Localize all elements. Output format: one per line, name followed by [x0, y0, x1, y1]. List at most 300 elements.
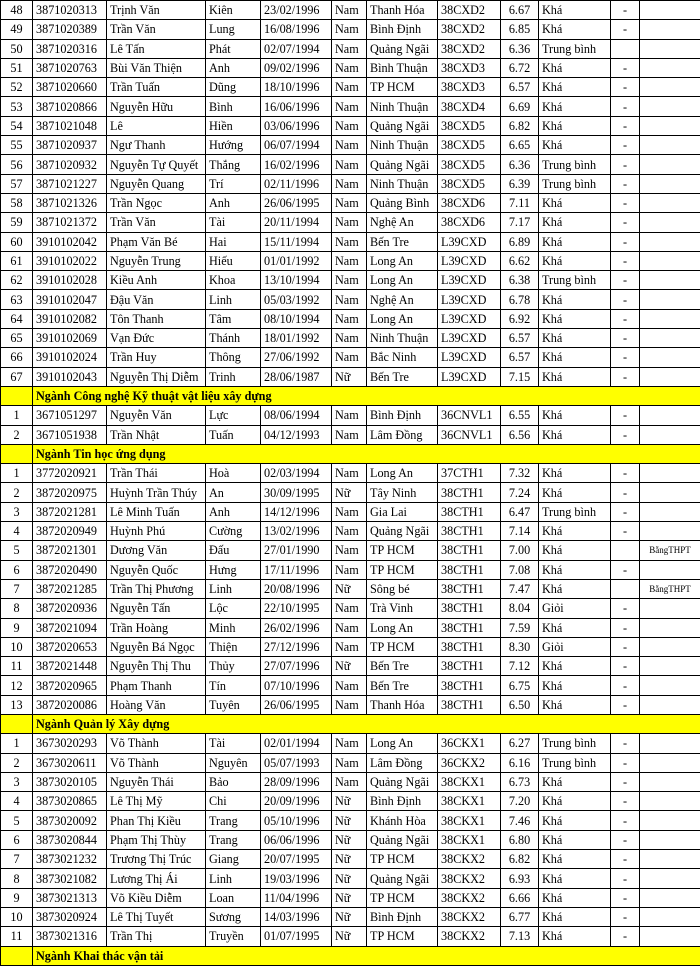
- student-id-cell: 3910102022: [33, 251, 107, 270]
- birthplace-cell: Bến Tre: [367, 657, 438, 676]
- gpa-cell: 7.13: [501, 927, 539, 946]
- gpa-cell: 6.67: [501, 1, 539, 20]
- birthplace-cell: Nghệ An: [367, 290, 438, 309]
- dash-mark-cell: -: [611, 695, 640, 714]
- class-code-cell: 38CTH1: [438, 657, 501, 676]
- surname-cell: Nguyễn Thị Diễm: [107, 367, 206, 386]
- classification-cell: Khá: [539, 136, 611, 155]
- table-row: [1, 927, 700, 946]
- classification-cell: Trung bình: [539, 155, 611, 174]
- dash-mark-cell: -: [611, 869, 640, 888]
- table-row: [1, 329, 700, 348]
- class-code-cell: 38CXD5: [438, 136, 501, 155]
- birthplace-cell: Quảng Ngãi: [367, 116, 438, 135]
- class-code-cell: 38CXD4: [438, 97, 501, 116]
- given-name-cell: Lộc: [206, 599, 261, 618]
- student-id-cell: 3910102047: [33, 290, 107, 309]
- birthplace-cell: Sông bé: [367, 579, 438, 598]
- birth-date-cell: 07/10/1996: [261, 676, 332, 695]
- dash-mark-cell: -: [611, 522, 640, 541]
- note-cell: [640, 367, 700, 386]
- given-name-cell: Anh: [206, 58, 261, 77]
- student-id-cell: 3910102082: [33, 309, 107, 328]
- table-row: [1, 483, 700, 502]
- classification-cell: Khá: [539, 116, 611, 135]
- class-code-cell: 38CTH1: [438, 522, 501, 541]
- table-row: [1, 213, 700, 232]
- birth-date-cell: 19/03/1996: [261, 869, 332, 888]
- section-header-row: [1, 946, 700, 965]
- surname-cell: Lê: [107, 116, 206, 135]
- classification-cell: Khá: [539, 232, 611, 251]
- birthplace-cell: Gia Lai: [367, 502, 438, 521]
- birthplace-cell: Khánh Hòa: [367, 811, 438, 830]
- gender-cell: Nam: [332, 39, 367, 58]
- stt-cell: 9: [1, 618, 33, 637]
- stt-cell: 48: [1, 1, 33, 20]
- classification-cell: Khá: [539, 329, 611, 348]
- classification-cell: Giỏi: [539, 599, 611, 618]
- given-name-cell: Linh: [206, 290, 261, 309]
- birthplace-cell: Ninh Thuận: [367, 174, 438, 193]
- given-name-cell: An: [206, 483, 261, 502]
- section-title: Ngành Tin học ứng dụng: [33, 444, 700, 463]
- dash-mark-cell: -: [611, 78, 640, 97]
- given-name-cell: Loan: [206, 888, 261, 907]
- birth-date-cell: 23/02/1996: [261, 1, 332, 20]
- dash-mark-cell: -: [611, 329, 640, 348]
- surname-cell: Lê Thị Tuyết: [107, 907, 206, 926]
- birth-date-cell: 02/03/1994: [261, 464, 332, 483]
- stt-cell: 12: [1, 676, 33, 695]
- gpa-cell: 6.55: [501, 406, 539, 425]
- classification-cell: Khá: [539, 20, 611, 39]
- section-title: Ngành Quản lý Xây dựng: [33, 714, 700, 733]
- note-cell: [640, 39, 700, 58]
- class-code-cell: 38CKX2: [438, 869, 501, 888]
- given-name-cell: Hoà: [206, 464, 261, 483]
- note-cell: [640, 329, 700, 348]
- note-cell: [640, 155, 700, 174]
- birthplace-cell: Long An: [367, 271, 438, 290]
- dash-mark-cell: [611, 541, 640, 560]
- student-id-cell: 3872020086: [33, 695, 107, 714]
- classification-cell: Khá: [539, 193, 611, 212]
- note-cell: [640, 792, 700, 811]
- table-row: [1, 888, 700, 907]
- classification-cell: Giỏi: [539, 637, 611, 656]
- classification-cell: Khá: [539, 560, 611, 579]
- note-cell: [640, 907, 700, 926]
- dash-mark-cell: -: [611, 830, 640, 849]
- table-row: [1, 251, 700, 270]
- surname-cell: Trần Huy: [107, 348, 206, 367]
- dash-mark-cell: -: [611, 213, 640, 232]
- stt-cell: 5: [1, 811, 33, 830]
- given-name-cell: Trí: [206, 174, 261, 193]
- dash-mark-cell: -: [611, 927, 640, 946]
- gender-cell: Nam: [332, 271, 367, 290]
- given-name-cell: Tài: [206, 213, 261, 232]
- note-cell: [640, 637, 700, 656]
- classification-cell: Khá: [539, 888, 611, 907]
- given-name-cell: Trang: [206, 811, 261, 830]
- stt-cell: 11: [1, 657, 33, 676]
- gpa-cell: 7.20: [501, 792, 539, 811]
- note-cell: [640, 58, 700, 77]
- gpa-cell: 7.32: [501, 464, 539, 483]
- class-code-cell: 38CXD6: [438, 213, 501, 232]
- gpa-cell: 6.69: [501, 97, 539, 116]
- table-row: [1, 695, 700, 714]
- surname-cell: Trần Thị Phương: [107, 579, 206, 598]
- surname-cell: Phạm Văn Bé: [107, 232, 206, 251]
- classification-cell: Khá: [539, 58, 611, 77]
- birthplace-cell: Bình Định: [367, 20, 438, 39]
- birthplace-cell: Tây Ninh: [367, 483, 438, 502]
- table-row: [1, 792, 700, 811]
- gender-cell: Nữ: [332, 792, 367, 811]
- given-name-cell: Nguyên: [206, 753, 261, 772]
- birth-date-cell: 26/02/1996: [261, 618, 332, 637]
- note-cell: [640, 560, 700, 579]
- note-cell: [640, 676, 700, 695]
- gender-cell: Nữ: [332, 367, 367, 386]
- student-id-cell: 3873021082: [33, 869, 107, 888]
- note-cell: [640, 97, 700, 116]
- table-row: [1, 869, 700, 888]
- given-name-cell: Giang: [206, 850, 261, 869]
- table-row: [1, 676, 700, 695]
- class-code-cell: 38CTH1: [438, 676, 501, 695]
- birthplace-cell: Quảng Ngãi: [367, 869, 438, 888]
- gpa-cell: 6.27: [501, 734, 539, 753]
- classification-cell: Khá: [539, 464, 611, 483]
- class-code-cell: L39CXD: [438, 309, 501, 328]
- table-row: [1, 232, 700, 251]
- given-name-cell: Tín: [206, 676, 261, 695]
- gender-cell: Nam: [332, 502, 367, 521]
- table-row: [1, 309, 700, 328]
- stt-cell: 6: [1, 830, 33, 849]
- table-row: [1, 464, 700, 483]
- dash-mark-cell: -: [611, 811, 640, 830]
- surname-cell: Phạm Thị Thùy: [107, 830, 206, 849]
- student-id-cell: 3872021281: [33, 502, 107, 521]
- stt-cell: 54: [1, 116, 33, 135]
- given-name-cell: Tài: [206, 734, 261, 753]
- surname-cell: Lê Thị Mỹ: [107, 792, 206, 811]
- birthplace-cell: Quảng Ngãi: [367, 772, 438, 791]
- dash-mark-cell: -: [611, 657, 640, 676]
- section-blank-cell: [1, 444, 33, 463]
- surname-cell: Nguyễn Văn: [107, 406, 206, 425]
- class-code-cell: 38CXD5: [438, 116, 501, 135]
- student-id-cell: 3871020389: [33, 20, 107, 39]
- stt-cell: 3: [1, 772, 33, 791]
- classification-cell: Khá: [539, 772, 611, 791]
- class-code-cell: 38CKX1: [438, 811, 501, 830]
- surname-cell: Lương Thị Ái: [107, 869, 206, 888]
- surname-cell: Võ Kiều Diễm: [107, 888, 206, 907]
- gpa-cell: 7.08: [501, 560, 539, 579]
- dash-mark-cell: -: [611, 193, 640, 212]
- stt-cell: 53: [1, 97, 33, 116]
- stt-cell: 51: [1, 58, 33, 77]
- given-name-cell: Hướng: [206, 136, 261, 155]
- birthplace-cell: Bình Thuận: [367, 58, 438, 77]
- stt-cell: 60: [1, 232, 33, 251]
- surname-cell: Lê Tấn: [107, 39, 206, 58]
- classification-cell: Khá: [539, 213, 611, 232]
- stt-cell: 66: [1, 348, 33, 367]
- surname-cell: Vạn Đức: [107, 329, 206, 348]
- given-name-cell: Bình: [206, 97, 261, 116]
- birthplace-cell: Nghệ An: [367, 213, 438, 232]
- note-cell: [640, 522, 700, 541]
- given-name-cell: Anh: [206, 502, 261, 521]
- student-id-cell: 3910102042: [33, 232, 107, 251]
- birth-date-cell: 14/03/1996: [261, 907, 332, 926]
- note-cell: [640, 290, 700, 309]
- birth-date-cell: 26/06/1995: [261, 695, 332, 714]
- gpa-cell: 6.36: [501, 155, 539, 174]
- birth-date-cell: 05/10/1996: [261, 811, 332, 830]
- birthplace-cell: TP HCM: [367, 637, 438, 656]
- stt-cell: 50: [1, 39, 33, 58]
- classification-cell: Trung bình: [539, 271, 611, 290]
- birthplace-cell: Long An: [367, 309, 438, 328]
- note-cell: BằngTHPT: [640, 579, 700, 598]
- surname-cell: Trịnh Văn: [107, 1, 206, 20]
- classification-cell: Khá: [539, 579, 611, 598]
- class-code-cell: L39CXD: [438, 329, 501, 348]
- class-code-cell: 38CKX1: [438, 772, 501, 791]
- gender-cell: Nam: [332, 406, 367, 425]
- birthplace-cell: TP HCM: [367, 888, 438, 907]
- student-id-cell: 3871020866: [33, 97, 107, 116]
- gender-cell: Nam: [332, 193, 367, 212]
- gpa-cell: 6.38: [501, 271, 539, 290]
- given-name-cell: Linh: [206, 579, 261, 598]
- note-cell: [640, 251, 700, 270]
- section-title: Ngành Khai thác vận tải: [33, 946, 700, 965]
- gpa-cell: 7.47: [501, 579, 539, 598]
- student-id-cell: 3872020490: [33, 560, 107, 579]
- dash-mark-cell: -: [611, 348, 640, 367]
- table-row: [1, 290, 700, 309]
- class-code-cell: 38CKX2: [438, 850, 501, 869]
- birthplace-cell: TP HCM: [367, 850, 438, 869]
- stt-cell: 65: [1, 329, 33, 348]
- student-id-cell: 3910102024: [33, 348, 107, 367]
- classification-cell: Khá: [539, 869, 611, 888]
- table-row: [1, 193, 700, 212]
- table-row: [1, 502, 700, 521]
- table-row: [1, 734, 700, 753]
- birth-date-cell: 06/06/1996: [261, 830, 332, 849]
- note-cell: [640, 830, 700, 849]
- gpa-cell: 6.66: [501, 888, 539, 907]
- birthplace-cell: Thanh Hóa: [367, 695, 438, 714]
- classification-cell: Khá: [539, 907, 611, 926]
- table-row: [1, 522, 700, 541]
- birth-date-cell: 27/01/1990: [261, 541, 332, 560]
- birthplace-cell: Lâm Đồng: [367, 425, 438, 444]
- stt-cell: 4: [1, 522, 33, 541]
- surname-cell: Huỳnh Trần Thúy: [107, 483, 206, 502]
- gender-cell: Nam: [332, 522, 367, 541]
- table-row: [1, 58, 700, 77]
- table-row: [1, 772, 700, 791]
- gpa-cell: 6.62: [501, 251, 539, 270]
- birth-date-cell: 20/11/1994: [261, 213, 332, 232]
- note-cell: [640, 927, 700, 946]
- student-id-cell: 3873021232: [33, 850, 107, 869]
- note-cell: [640, 193, 700, 212]
- gender-cell: Nam: [332, 1, 367, 20]
- stt-cell: 1: [1, 464, 33, 483]
- surname-cell: Nguyễn Thái: [107, 772, 206, 791]
- gpa-cell: 6.57: [501, 329, 539, 348]
- table-row: [1, 116, 700, 135]
- classification-cell: Khá: [539, 676, 611, 695]
- class-code-cell: 36CNVL1: [438, 406, 501, 425]
- dash-mark-cell: -: [611, 637, 640, 656]
- student-id-cell: 3872020936: [33, 599, 107, 618]
- dash-mark-cell: -: [611, 116, 640, 135]
- birth-date-cell: 04/12/1993: [261, 425, 332, 444]
- table-row: [1, 425, 700, 444]
- student-id-cell: 3873020844: [33, 830, 107, 849]
- given-name-cell: Cường: [206, 522, 261, 541]
- student-id-cell: 3872020949: [33, 522, 107, 541]
- birth-date-cell: 27/06/1992: [261, 348, 332, 367]
- table-row: [1, 907, 700, 926]
- note-cell: [640, 753, 700, 772]
- class-code-cell: 38CXD5: [438, 174, 501, 193]
- stt-cell: 57: [1, 174, 33, 193]
- given-name-cell: Dũng: [206, 78, 261, 97]
- gender-cell: Nam: [332, 599, 367, 618]
- stt-cell: 8: [1, 869, 33, 888]
- student-id-cell: 3772020921: [33, 464, 107, 483]
- birth-date-cell: 20/09/1996: [261, 792, 332, 811]
- surname-cell: Nguyễn Quang: [107, 174, 206, 193]
- gender-cell: Nam: [332, 309, 367, 328]
- gender-cell: Nam: [332, 97, 367, 116]
- given-name-cell: Tuấn: [206, 425, 261, 444]
- birth-date-cell: 02/07/1994: [261, 39, 332, 58]
- gender-cell: Nam: [332, 155, 367, 174]
- dash-mark-cell: -: [611, 792, 640, 811]
- gpa-cell: 6.16: [501, 753, 539, 772]
- stt-cell: 61: [1, 251, 33, 270]
- student-id-cell: 3872021285: [33, 579, 107, 598]
- given-name-cell: Lung: [206, 20, 261, 39]
- dash-mark-cell: -: [611, 367, 640, 386]
- gender-cell: Nữ: [332, 483, 367, 502]
- gender-cell: Nam: [332, 20, 367, 39]
- stt-cell: 7: [1, 850, 33, 869]
- surname-cell: Phạm Thanh: [107, 676, 206, 695]
- class-code-cell: 38CTH1: [438, 618, 501, 637]
- student-id-cell: 3872020975: [33, 483, 107, 502]
- gpa-cell: 7.15: [501, 367, 539, 386]
- classification-cell: Khá: [539, 483, 611, 502]
- dash-mark-cell: -: [611, 97, 640, 116]
- class-code-cell: 38CXD2: [438, 20, 501, 39]
- table-row: [1, 830, 700, 849]
- birth-date-cell: 30/09/1995: [261, 483, 332, 502]
- surname-cell: Trương Thị Trúc: [107, 850, 206, 869]
- birth-date-cell: 03/06/1996: [261, 116, 332, 135]
- gpa-cell: 6.82: [501, 116, 539, 135]
- note-cell: [640, 695, 700, 714]
- birthplace-cell: Long An: [367, 618, 438, 637]
- table-row: [1, 97, 700, 116]
- surname-cell: Nguyễn Thị Thu: [107, 657, 206, 676]
- surname-cell: Trần Thị: [107, 927, 206, 946]
- table-row: [1, 599, 700, 618]
- note-cell: [640, 502, 700, 521]
- birthplace-cell: Bình Định: [367, 406, 438, 425]
- classification-cell: Khá: [539, 522, 611, 541]
- dash-mark-cell: -: [611, 483, 640, 502]
- classification-cell: Khá: [539, 367, 611, 386]
- class-code-cell: 38CKX1: [438, 830, 501, 849]
- birth-date-cell: 09/02/1996: [261, 58, 332, 77]
- birth-date-cell: 16/08/1996: [261, 20, 332, 39]
- given-name-cell: Bảo: [206, 772, 261, 791]
- class-code-cell: L39CXD: [438, 290, 501, 309]
- birth-date-cell: 28/09/1996: [261, 772, 332, 791]
- note-cell: [640, 734, 700, 753]
- note-cell: [640, 888, 700, 907]
- classification-cell: Khá: [539, 309, 611, 328]
- student-id-cell: 3871021372: [33, 213, 107, 232]
- gpa-cell: 6.47: [501, 502, 539, 521]
- birthplace-cell: Bình Định: [367, 792, 438, 811]
- birth-date-cell: 17/11/1996: [261, 560, 332, 579]
- classification-cell: Khá: [539, 406, 611, 425]
- birthplace-cell: Bến Tre: [367, 676, 438, 695]
- dash-mark-cell: -: [611, 174, 640, 193]
- class-code-cell: 38CXD2: [438, 39, 501, 58]
- gpa-cell: 6.75: [501, 676, 539, 695]
- gpa-cell: 6.72: [501, 58, 539, 77]
- stt-cell: 67: [1, 367, 33, 386]
- dash-mark-cell: -: [611, 425, 640, 444]
- class-code-cell: L39CXD: [438, 271, 501, 290]
- birthplace-cell: TP HCM: [367, 541, 438, 560]
- birthplace-cell: Bến Tre: [367, 367, 438, 386]
- gender-cell: Nam: [332, 213, 367, 232]
- section-header-row: [1, 386, 700, 405]
- gpa-cell: 6.36: [501, 39, 539, 58]
- student-id-cell: 3871021326: [33, 193, 107, 212]
- gpa-cell: 6.82: [501, 850, 539, 869]
- gender-cell: Nam: [332, 329, 367, 348]
- birthplace-cell: Long An: [367, 464, 438, 483]
- surname-cell: Huỳnh Phú: [107, 522, 206, 541]
- gpa-cell: 6.39: [501, 174, 539, 193]
- given-name-cell: Đấu: [206, 541, 261, 560]
- birthplace-cell: Long An: [367, 251, 438, 270]
- student-id-cell: 3871020937: [33, 136, 107, 155]
- given-name-cell: Chi: [206, 792, 261, 811]
- class-code-cell: 38CTH1: [438, 599, 501, 618]
